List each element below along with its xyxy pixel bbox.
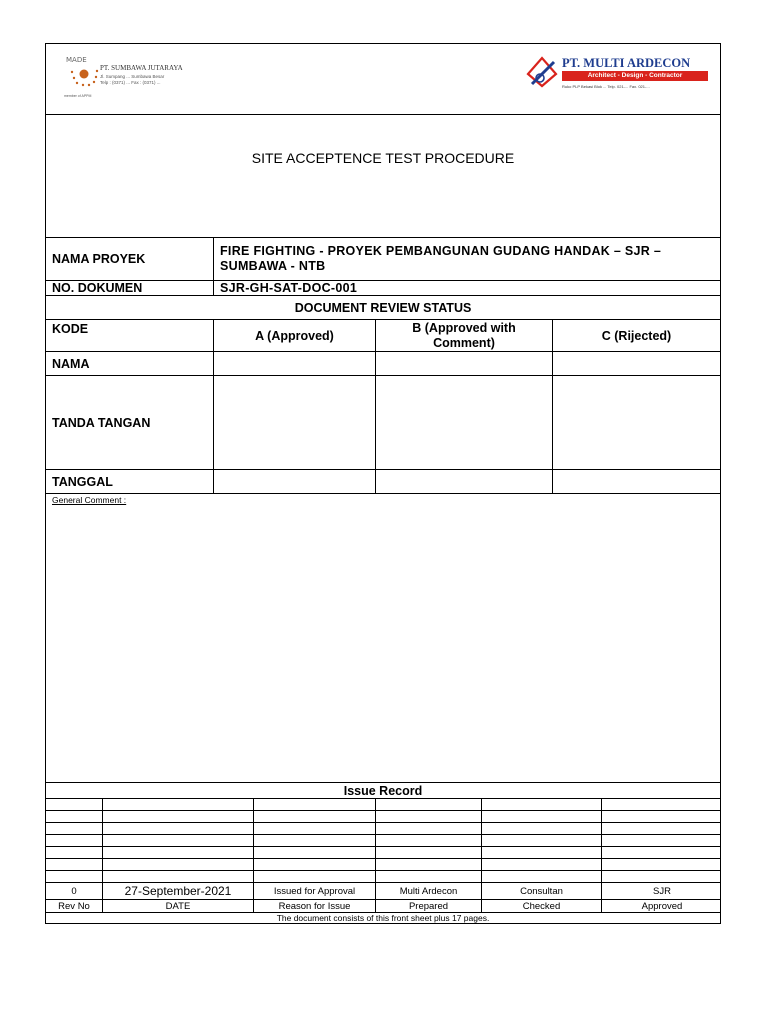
issue-row-empty xyxy=(46,871,720,883)
issue-column-header-row xyxy=(46,900,720,913)
issue-empty-cell xyxy=(254,871,376,882)
right-tagline: Architect - Design - Contractor xyxy=(562,71,708,81)
issue-empty-cell xyxy=(376,859,482,870)
code-c-cell xyxy=(553,320,720,351)
code-c-label: C (Rijected) xyxy=(601,328,672,343)
issue-record-heading: Issue Record xyxy=(46,782,720,799)
kode-label: KODE xyxy=(52,322,89,336)
issue-prepared-value: Multi Ardecon xyxy=(376,883,482,899)
tanggal-label-cell xyxy=(46,470,214,493)
issue-reason-value: Issued for Approval xyxy=(254,883,376,899)
issue-empty-cell xyxy=(46,835,103,846)
code-b-cell xyxy=(376,320,553,351)
left-tag: member of APPM xyxy=(64,94,92,98)
issue-empty-cell xyxy=(482,835,602,846)
footer-note: The document consists of this front sheet plus 17 pages. xyxy=(276,913,490,923)
left-phone: Telp : (0371) ... Fax : (0371) ... xyxy=(100,80,161,85)
project-name-label: NAMA PROYEK xyxy=(52,251,146,266)
header xyxy=(46,44,720,115)
title-area xyxy=(46,114,720,238)
svg-text:MADE: MADE xyxy=(66,56,87,64)
left-address: Jl. Sumpang ... Sumbawa Besar xyxy=(100,74,165,79)
project-name-row xyxy=(46,237,720,281)
issue-row-latest xyxy=(46,883,720,900)
document-title: SITE ACCEPTENCE TEST PROCEDURE xyxy=(251,150,515,166)
issue-empty-cell xyxy=(376,799,482,810)
issue-empty-cell xyxy=(602,811,722,822)
issue-empty-cell xyxy=(46,871,103,882)
issue-empty-cell xyxy=(46,859,103,870)
issue-empty-cell xyxy=(482,847,602,858)
signature-c-cell xyxy=(553,376,720,469)
sun-emblem-icon xyxy=(60,50,260,108)
review-heading: DOCUMENT REVIEW STATUS xyxy=(294,300,472,315)
issue-empty-cell xyxy=(103,823,254,834)
review-heading-row xyxy=(46,296,720,320)
tanggal-a-cell xyxy=(214,470,376,493)
issue-empty-cell xyxy=(103,847,254,858)
issue-empty-cell xyxy=(482,823,602,834)
issue-empty-cell xyxy=(46,811,103,822)
issue-checked-header: Checked xyxy=(482,900,602,912)
issue-approved-header: Approved xyxy=(641,900,683,912)
issue-reason-header: Reason for Issue xyxy=(254,900,376,912)
issue-empty-cell xyxy=(602,835,722,846)
signature-b-cell xyxy=(376,376,553,469)
kode-label-cell xyxy=(46,320,214,351)
issue-empty-cell xyxy=(254,799,376,810)
nama-label-cell xyxy=(46,352,214,375)
issue-empty-cell xyxy=(254,847,376,858)
issue-empty-cell xyxy=(103,871,254,882)
issue-empty-cell xyxy=(602,859,722,870)
document-sheet xyxy=(45,43,721,924)
project-name-value: FIRE FIGHTING - PROYEK PEMBANGUNAN GUDANG HANDAK – SJR – SUMBAWA - NTB xyxy=(220,243,662,273)
issue-row-empty xyxy=(46,823,720,835)
issue-empty-cell xyxy=(482,871,602,882)
issue-checked-value: Consultan xyxy=(482,883,602,899)
issue-date-value: 27-September-2021 xyxy=(103,883,254,899)
project-name-value-cell xyxy=(214,237,720,280)
nama-a-cell xyxy=(214,352,376,375)
document-number-value: SJR-GH-SAT-DOC-001 xyxy=(220,280,358,295)
issue-row-empty xyxy=(46,811,720,823)
issue-empty-cell xyxy=(103,835,254,846)
nama-label: NAMA xyxy=(52,356,90,371)
tanggal-label: TANGGAL xyxy=(52,474,113,489)
issue-row-empty xyxy=(46,835,720,847)
issue-rev-no-header: Rev No xyxy=(46,900,103,912)
tanggal-b-cell xyxy=(376,470,553,493)
kode-row xyxy=(46,320,720,352)
issue-empty-cell xyxy=(376,835,482,846)
issue-empty-cell xyxy=(254,811,376,822)
tanggal-row xyxy=(46,470,720,494)
issue-empty-cell xyxy=(103,859,254,870)
issue-approved-value: SJR xyxy=(653,885,671,897)
issue-empty-cell xyxy=(254,835,376,846)
project-name-label-cell xyxy=(46,237,214,280)
issue-empty-cell xyxy=(482,799,602,810)
ardecon-emblem-icon xyxy=(526,56,560,88)
issue-prepared-header: Prepared xyxy=(376,900,482,912)
code-a-cell xyxy=(214,320,376,351)
signature-label: TANDA TANGAN xyxy=(52,415,151,430)
issue-empty-cell xyxy=(602,799,722,810)
review-heading-cell xyxy=(46,296,720,319)
issue-empty-cell xyxy=(602,823,722,834)
document-number-row xyxy=(46,281,720,296)
issue-date-header: DATE xyxy=(103,900,254,912)
issue-rev-no-value: 0 xyxy=(46,883,103,899)
code-b-label: B (Approved with Comment) xyxy=(412,320,516,350)
issue-row-empty xyxy=(46,799,720,811)
issue-empty-cell xyxy=(46,847,103,858)
nama-row xyxy=(46,352,720,376)
multi-ardecon-logo xyxy=(526,54,716,104)
signature-row xyxy=(46,376,720,470)
right-company-name: PT. MULTI ARDECON xyxy=(562,56,691,70)
left-company-name: PT. SUMBAWA JUTARAYA xyxy=(100,64,183,72)
document-number-label: NO. DOKUMEN xyxy=(52,281,143,295)
issue-empty-cell xyxy=(46,823,103,834)
document-number-value-cell xyxy=(214,281,720,295)
issue-empty-cell xyxy=(602,871,722,882)
issue-empty-cell xyxy=(376,871,482,882)
issue-empty-cell xyxy=(376,823,482,834)
issue-empty-cell xyxy=(376,847,482,858)
document-number-label-cell xyxy=(46,281,214,295)
nama-b-cell xyxy=(376,352,553,375)
issue-row-empty xyxy=(46,847,720,859)
nama-c-cell xyxy=(553,352,720,375)
issue-empty-cell xyxy=(482,811,602,822)
issue-empty-cell xyxy=(46,799,103,810)
issue-empty-cell xyxy=(254,823,376,834)
issue-empty-cell xyxy=(103,799,254,810)
issue-row-empty xyxy=(46,859,720,871)
issue-empty-cell xyxy=(254,859,376,870)
issue-empty-cell xyxy=(602,847,722,858)
signature-a-cell xyxy=(214,376,376,469)
general-comment-label: General Comment : xyxy=(52,495,127,505)
tanggal-c-cell xyxy=(553,470,720,493)
code-a-label: A (Approved) xyxy=(255,328,334,343)
issue-empty-cell xyxy=(376,811,482,822)
right-address: Ruko PLP Bekasi Blok ... Telp. 021-... Fax. 021-... xyxy=(562,84,650,89)
issue-empty-cell xyxy=(482,859,602,870)
sumbawa-jutaraya-logo xyxy=(60,50,260,108)
signature-label-cell xyxy=(46,376,214,469)
issue-empty-cell xyxy=(103,811,254,822)
